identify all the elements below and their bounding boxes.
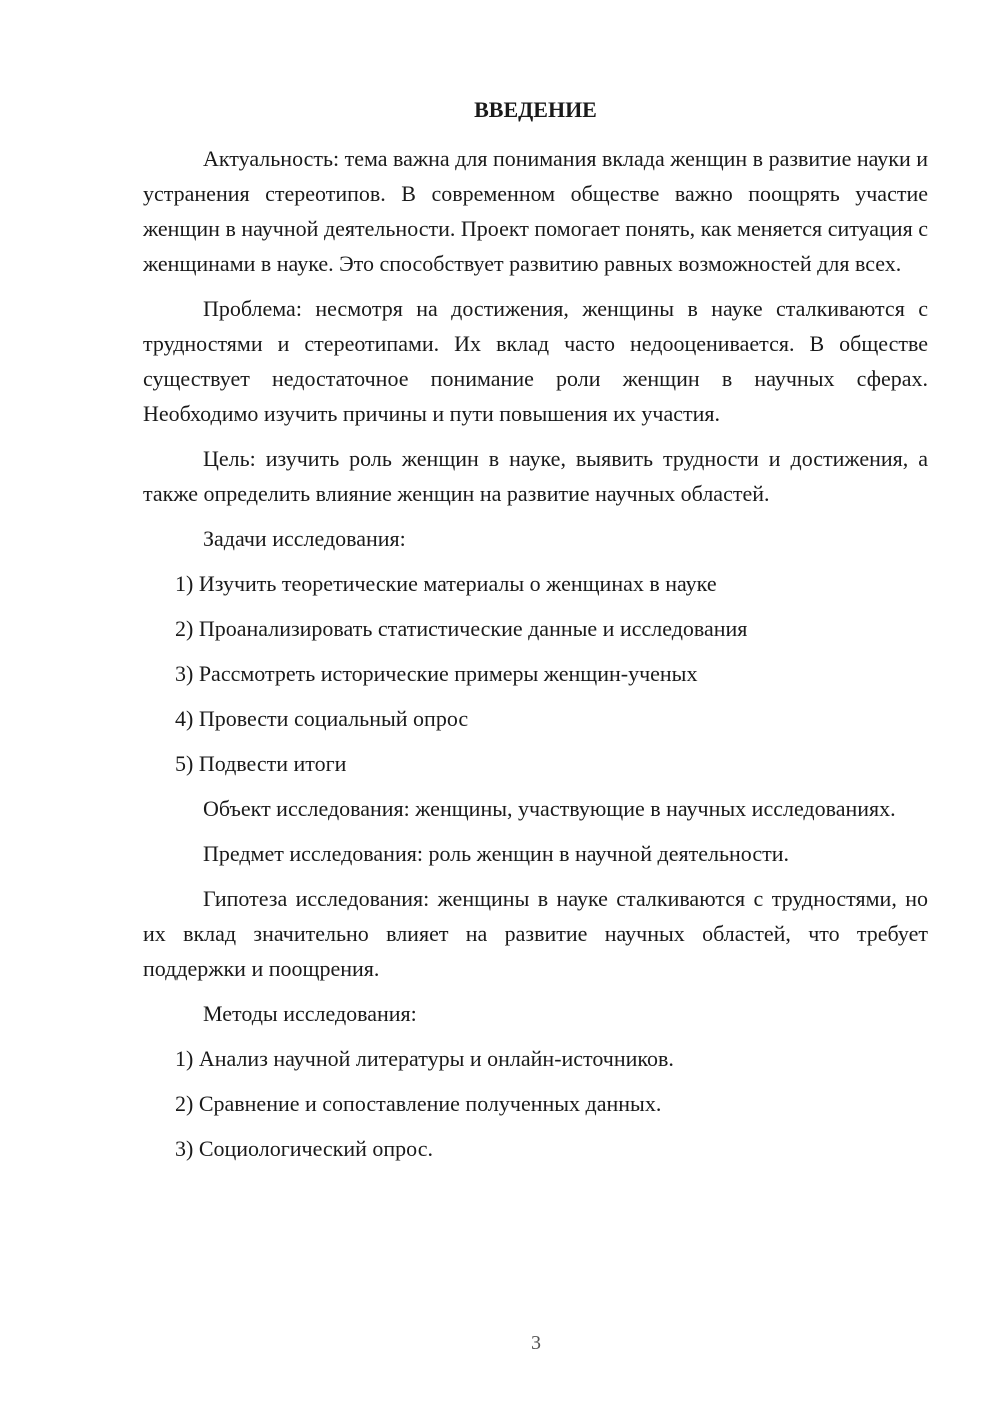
list-item: 3) Рассмотреть исторические примеры женщин-ученых (175, 661, 698, 686)
tasks-list (143, 566, 928, 781)
methods-heading: Методы исследования: (203, 1001, 417, 1026)
page-number: 3 (531, 1332, 541, 1354)
subject-paragraph: Предмет исследования: роль женщин в научной деятельности. (203, 841, 789, 866)
problem-paragraph: Проблема: несмотря на достижения, женщины в науке сталкиваются с трудностями и стереотипами. Их вклад часто недооценивается. В обществе существует недостаточное понимание роли женщин в научных сферах. Необходимо изучить причины и пути повышения их участия. (143, 296, 928, 426)
document-page (143, 92, 928, 1176)
hypothesis-paragraph: Гипотеза исследования: женщины в науке сталкиваются с трудностями, но их вклад значительно влияет на развитие научных областей, что требует поддержки и поощрения. (143, 886, 928, 981)
list-item: 4) Провести социальный опрос (175, 706, 469, 731)
methods-list (143, 1041, 928, 1166)
list-item: 5) Подвести итоги (175, 751, 347, 776)
tasks-heading: Задачи исследования: (203, 526, 406, 551)
list-item: 1) Анализ научной литературы и онлайн-источников. (175, 1046, 674, 1071)
list-item: 3) Социологический опрос. (175, 1136, 433, 1161)
list-item: 1) Изучить теоретические материалы о женщинах в науке (175, 571, 717, 596)
object-paragraph: Объект исследования: женщины, участвующие в научных исследованиях. (203, 796, 896, 821)
list-item: 2) Сравнение и сопоставление полученных данных. (175, 1091, 662, 1116)
goal-paragraph: Цель: изучить роль женщин в науке, выявить трудности и достижения, а также определить влияние женщин на развитие научных областей. (143, 446, 928, 506)
page-title: ВВЕДЕНИЕ (474, 97, 597, 122)
relevance-paragraph: Актуальность: тема важна для понимания вклада женщин в развитие науки и устранения стереотипов. В современном обществе важно поощрять участие женщин в научной деятельности. Проект помогает понять, как меняется ситуация с женщинами в науке. Это способствует развитию равных возможностей для всех. (143, 146, 928, 276)
list-item: 2) Проанализировать статистические данные и исследования (175, 616, 748, 641)
